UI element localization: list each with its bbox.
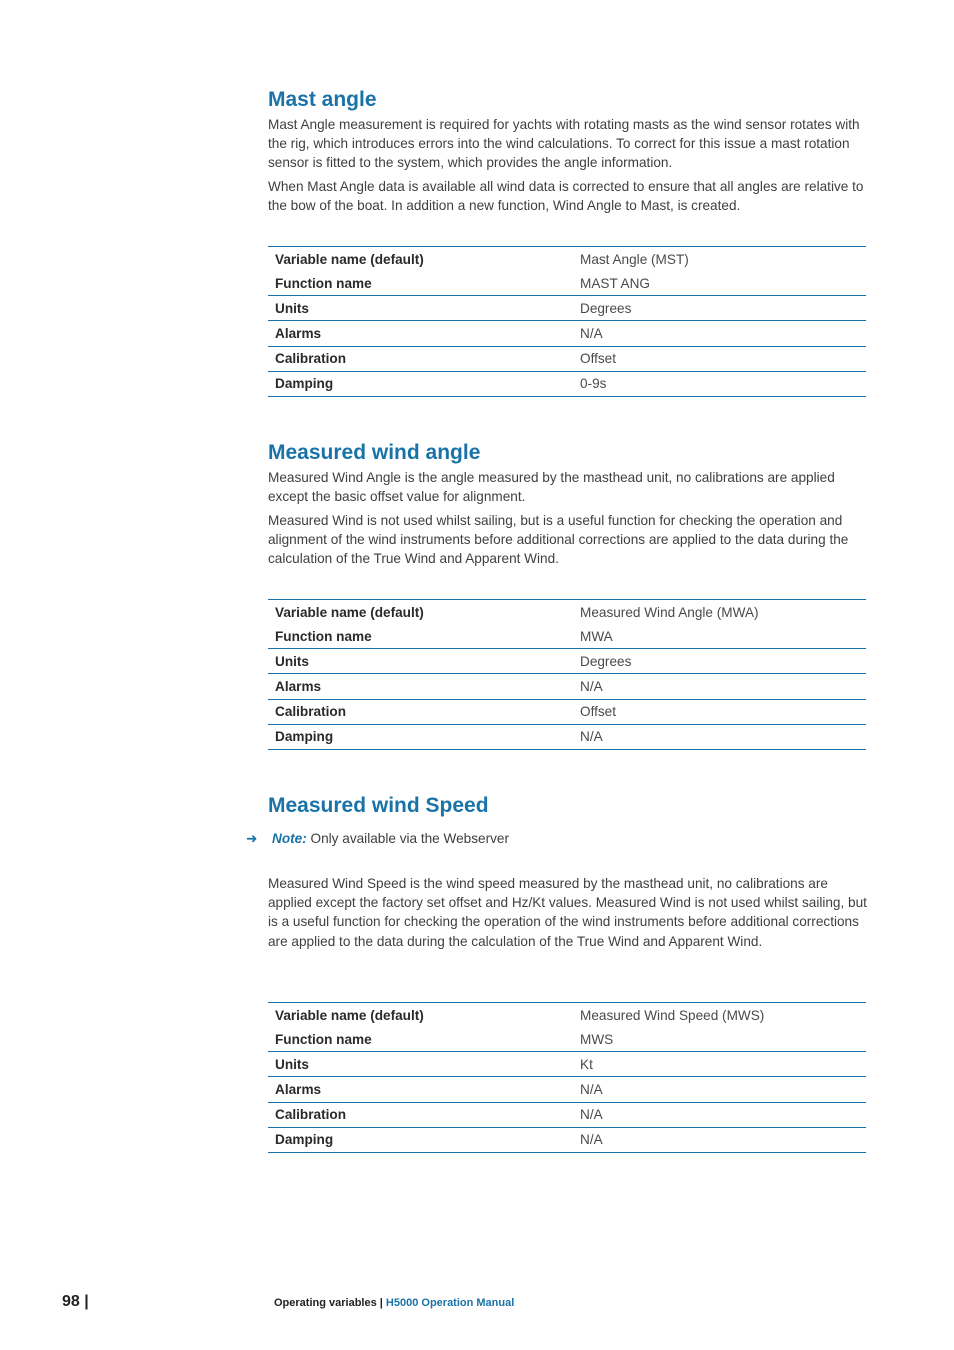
row-label: Units <box>268 649 573 674</box>
row-value: Offset <box>573 346 866 371</box>
table-row <box>268 624 866 649</box>
row-label: Units <box>268 296 573 321</box>
note <box>246 829 509 848</box>
table-row <box>268 1052 866 1077</box>
note-label: Note: <box>272 831 307 846</box>
footer-separator: | <box>376 1297 386 1309</box>
section-heading: Measured wind angle <box>268 441 481 464</box>
table-row <box>268 1027 866 1052</box>
footer-manual-title: H5000 Operation Manual <box>385 1297 515 1309</box>
table-row <box>268 1003 866 1028</box>
paragraph: Measured Wind Speed is the wind speed measured by the masthead unit, no calibrations are applied except the factory set offset and Hz/Kt values. Measured Wind is not used whilst sailing, but is a useful function for checking the operation of the wind instruments before additional corrections are applied to the data during the calculation of the True Wind and Apparent Wind. <box>268 876 867 949</box>
paragraph: Mast Angle measurement is required for yachts with rotating masts as the wind sensor rotates with the rig, which introduces errors into the wind calculations. To correct for this issue a mast rotation sensor is fitted to the system, which provides the angle information. <box>268 117 860 171</box>
table-row <box>268 321 866 346</box>
row-value: N/A <box>573 724 866 749</box>
row-label: Function name <box>268 624 573 649</box>
row-value: 0-9s <box>573 371 866 396</box>
row-value: N/A <box>573 1127 866 1152</box>
table-row <box>268 674 866 699</box>
row-label: Alarms <box>268 674 573 699</box>
row-label: Calibration <box>268 1102 573 1127</box>
row-value: MAST ANG <box>573 271 866 296</box>
footer-chapter: Operating variables <box>274 1297 377 1309</box>
row-value: Measured Wind Speed (MWS) <box>580 1007 765 1023</box>
row-label: Alarms <box>268 321 573 346</box>
section-mast-angle <box>268 87 868 216</box>
row-label: Function name <box>268 1027 573 1052</box>
spec-table-measured-wind-angle <box>268 599 866 750</box>
row-label: Variable name (default) <box>275 251 424 267</box>
section-body <box>268 874 868 951</box>
table-row <box>268 649 866 674</box>
table-row <box>268 296 866 321</box>
section-heading: Measured wind Speed <box>268 794 489 817</box>
row-label: Units <box>268 1052 573 1077</box>
row-label: Function name <box>268 271 573 296</box>
footer-running-title <box>274 1297 514 1309</box>
table-row <box>268 724 866 749</box>
spec-table-measured-wind-speed <box>268 1002 866 1153</box>
row-value: Degrees <box>573 649 866 674</box>
row-label: Variable name (default) <box>275 604 424 620</box>
row-label: Calibration <box>268 699 573 724</box>
row-value: MWS <box>573 1027 866 1052</box>
table-row <box>268 699 866 724</box>
section-body <box>268 115 868 216</box>
row-value: Measured Wind Angle (MWA) <box>580 604 759 620</box>
row-value: N/A <box>573 1077 866 1102</box>
table-row <box>268 247 866 272</box>
row-label: Calibration <box>268 346 573 371</box>
row-value: N/A <box>573 674 866 699</box>
table-row <box>268 1102 866 1127</box>
row-value: Kt <box>573 1052 866 1077</box>
section-measured-wind-angle <box>268 440 868 569</box>
row-label: Damping <box>268 1127 573 1152</box>
row-label: Alarms <box>268 1077 573 1102</box>
table-row <box>268 271 866 296</box>
row-value: Offset <box>573 699 866 724</box>
paragraph: When Mast Angle data is available all wind data is corrected to ensure that all angles are relative to the bow of the boat. In addition a new function, Wind Angle to Mast, is created. <box>268 179 864 214</box>
section-heading: Mast angle <box>268 88 377 111</box>
row-value: N/A <box>573 1102 866 1127</box>
row-value: MWA <box>573 624 866 649</box>
paragraph: Measured Wind Angle is the angle measured by the masthead unit, no calibrations are applied except the basic offset value for alignment. <box>268 470 835 505</box>
row-value: N/A <box>573 321 866 346</box>
row-value: Degrees <box>573 296 866 321</box>
page-number: 98 | <box>62 1293 89 1310</box>
section-body <box>268 468 868 569</box>
note-text: Only available via the Webserver <box>306 831 509 846</box>
row-label: Damping <box>268 371 573 396</box>
table-row <box>268 1127 866 1152</box>
row-value: Mast Angle (MST) <box>580 251 689 267</box>
spec-table-mast-angle <box>268 246 866 397</box>
row-label: Damping <box>268 724 573 749</box>
table-row <box>268 600 866 625</box>
paragraph: Measured Wind is not used whilst sailing, but is a useful function for checking the operation and alignment of the wind instruments before additional corrections are applied to the data during the calculation of the True Wind and Apparent Wind. <box>268 513 849 567</box>
table-row <box>268 371 866 396</box>
table-row <box>268 1077 866 1102</box>
row-label: Variable name (default) <box>275 1007 424 1023</box>
arrow-right-icon: ➜ <box>246 831 258 846</box>
section-measured-wind-speed <box>268 793 868 819</box>
table-row <box>268 346 866 371</box>
